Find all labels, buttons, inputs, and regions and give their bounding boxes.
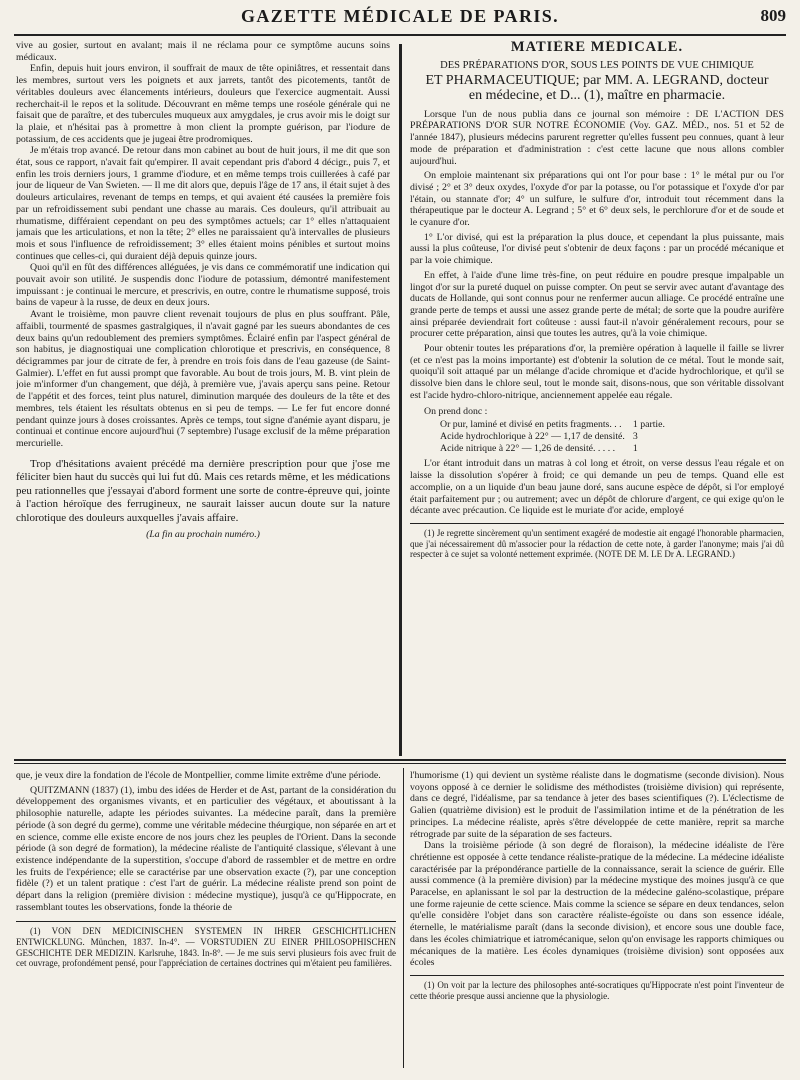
header-rule <box>14 34 786 36</box>
recipe-intro: On prend donc : <box>424 405 488 417</box>
right-column <box>410 40 784 756</box>
journal-title: GAZETTE MÉDICALE DE PARIS. <box>240 6 560 26</box>
paragraph: L'or étant introduit dans un matras à col long et étroit, on verse dessus l'eau régale et on laisse la dissolution s'opérer à froid; ce qui demande un peu de temps. Quand elle est accomplie, on a un liquide d'un beau jaune doré, sans aucune espèce de dépôt, si l'or employé était parfaitement pur ; ou autrement; avec un dépôt de chlorure d'argent, ce qui exige qu'on le décante avec précaution. Ce liquide est le muriate d'or acide, employé <box>410 458 784 517</box>
paragraph: En effet, à l'aide d'une lime très-fine, on peut réduire en poudre presque impalpable un lingot d'or sur la pureté duquel on puisse compter. On peut se servir avec autant d'avantage des ducats de Hollande, qui sont connus pour ne renfermer aucun alliage. Ce procédé entraîne une grande perte de temps et aussi une assez grande perte de métal; de sorte que la poudre aurifère ainsi préparée deviendrait fort coûteuse : aussi faut-il n'avoir généralement recours, pour se procurer cette préparation, ainsi que toutes les autres, qu'à la voie chimique. <box>410 269 784 340</box>
paragraph: l'humorisme (1) qui devient un système réaliste dans le dogmatisme (seconde division). Nous voyons opposé à ce dernier le solidisme des méthodistes (troisième division) qui représente, dans ce degré, l'idéalisme, par sa tendance à jeter des bases scientifiques (?). L'éclectisme de Galien (quatrième division) est le produit de l'assimilation intime et de la pénétration de les principes. La médecine réaliste, après s'être développée de cette manière, reprit sa marche rétrograde par suite de la séparation de ses facteurs. <box>410 770 784 840</box>
running-header <box>14 4 786 30</box>
paragraph: Je m'étais trop avancé. De retour dans mon cabinet au bout de huit jours, il me dit que son état, sous ce rapport, n'avait fait qu'empirer. Il avait cependant pris d'abord 4 décigr., puis 7, et enfin les trois derniers jours, 1 gramme d'iodure, et en même temps trois cuillerées à café par jour de liqueur de Van Swieten. — Il me dit alors que, depuis l'âge de 17 ans, il était sujet à des douleurs articulaires, revenant de temps en temps, et qui avaient été causées la première fois par un refroidissement subi pendant une chasse au marais. Ces douleurs, qu'il attribuait au rhumatisme, différaient cependant on peu des symptômes actuels; car 1° elles n'attaquaient jamais que les articulations, et non la tête; 2° elles ne paraissaient qu'à intervalles de plusieurs mois et sous l'influence de refroidissement; 3° elles étaient moins pénibles et surtout moins continues que celles-ci, qui duraient déjà depuis quinze jours. <box>16 145 390 262</box>
footnote-rule <box>16 921 396 922</box>
footnote-rule <box>410 975 784 976</box>
page-number: 809 <box>760 6 786 25</box>
recipe-item: Or pur, laminé et divisé en petits fragments. . . <box>440 419 622 431</box>
recipe-qty: 1 partie. <box>632 419 665 431</box>
paragraph: On emploie maintenant six préparations qui ont l'or pour base : 1° le métal pur ou l'or divisé ; 2° et 3° deux oxydes, l'oxyde d'or par la potasse, ou l'or potassique et l'oxyde d'or par l'étain, ou stannate d'or; 4° un sulfure, le sulfure d'or, introduit tout récemment dans la thérapeutique par le docteur A. Legrand ; 5° et 6° deux sels, le perchlorure d'or et de soude et le cyanure d'or. <box>410 170 784 229</box>
paragraph: vive au gosier, surtout en avalant; mais il ne réclama pour ce symptôme aucuns soins médicaux. <box>16 40 390 63</box>
column-rule-bottom <box>403 768 404 1068</box>
article-subtitle <box>410 58 784 103</box>
left-column <box>16 40 390 752</box>
recipe-table <box>436 419 669 454</box>
paragraph: Enfin, depuis huit jours environ, il souffrait de maux de tête opiniâtres, et ressentait dans les membres, surtout vers les poignets et aux jarrets, tantôt des picotements, tantôt de véritables douleurs avec élancements intérieurs, douleurs que l'exercice augmentait. Aussi recherchait-il le repos et la solitude. Découvrant en même temps une roséole générale qui ne faisait que de paraître, et des tubercules muqueux aux amygdales, je crus avoir mis le doigt sur la plaie, et n'hésitai pas à promettre à mon client la prompte guérison, par l'iodure de potassium, de ces accidents que je jugeai être prodromiques. <box>16 63 390 145</box>
subtitle-line: DES PRÉPARATIONS D'OR, SOUS LES POINTS DE VUE CHIMIQUE <box>440 59 754 71</box>
bottom-left-column <box>16 770 396 1070</box>
table-row <box>436 443 669 455</box>
footnote: (1) On voit par la lecture des philosophes anté-socratiques qu'Hippocrate n'est point l'inventeur de cette théorie presque aussi ancienne que la physiologie. <box>410 979 784 1001</box>
paragraph: Trop d'hésitations avaient précédé ma dernière prescription pour que j'ose me féliciter bien haut du succès qui lui fut dû. Mais ces retards même, et les médications peu rationnelles que j'essayai d'abord forment une sorte de contre-épreuve qui, jointe à l'action héroïque des ferrugineux, ne saurait laisser aucun doute sur la nature chlorotique des douleurs auxquelles j'avais affaire. <box>16 457 390 524</box>
footnote: (1) Je regrette sincèrement qu'un sentiment exagéré de modestie ait engagé l'honorable pharmacien, que j'ai nécessairement dû m'associer pour la rédaction de cette note, à garder l'anonyme; mais j'ai dû respecter à ce sujet sa volonté nettement exprimée. (NOTE DE M. LE Dr A. LEGRAND.) <box>410 527 784 560</box>
paragraph: QUITZMANN (1837) (1), imbu des idées de Herder et de Ast, partant de la considération du développement des organismes vivants, et en particulier des végétaux, et aboutissant à la philosophie naturelle, adapte les périodes suivantes. La médecine paraît, dans la première période (à son degré du germe), comme une véritable médecine théurgique, non séparée en art et en science, comme elle existe encore de nos jours chez les peuples de l'Orient. Dans la seconde période (à son degré de formation), la médecine réaliste de l'antiquité classique, s'élevant à une existence indépendante de la superstition, s'occupe d'abord de rassembler et de mettre en ordre les fruits de l'expérience; elle se caractérise par une observation exacte (?), par une conception fidèle (?) et un talent pratique : c'est l'art de guérir. La médecine réaliste prend son point de départ dans la religion (première division : médecine mystique), jusqu'à ce qu'Hippocrate, en rassemblant toutes les observations, fonde la théorie de <box>16 784 396 913</box>
table-row <box>436 419 669 431</box>
table-row <box>436 431 669 443</box>
continuation-note: (La fin au prochain numéro.) <box>146 529 260 541</box>
paragraph: Avant le troisième, mon pauvre client revenait toujours de plus en plus souffrant. Pâle, affaibli, tourmenté de spasmes gastralgiques, il n'avait gagné par les sueurs abondantes de ces deux bains qu'un redoublement des premiers symptômes. Éclairé enfin par l'aspect général de son habitus, je diagnostiquai une complication chlorotique et prescrivis, en conséquence, 8 décigrammes par jour de citrate de fer, à prendre en trois fois dans de l'eau gazeuse (de Saint-Galmier). L'effet en fut aussi prompt que favorable. Au bout de trois jours, M. B. vint plein de joie m'informer d'un changement, que déjà, à première vue, j'avais aperçu sans peine. Retour de l'appétit et des forces, teint plus naturel, diminution marquée des douleurs de la tête et des membres, tels étaient les résultats obtenus en si peu de temps. — Le fer fut encore donné pendant quinze jours à doses croissantes. Après ce temps, tout signe d'anémie ayant disparu, je continuai et continue encore aujourd'hui (7 septembre) l'usage exclusif de la même préparation mercurielle. <box>16 309 390 449</box>
recipe-item: Acide nitrique à 22° — 1,26 de densité. . . . . <box>440 442 616 454</box>
recipe-qty: 3 <box>632 430 638 442</box>
bottom-right-column <box>410 770 784 1070</box>
recipe-item: Acide hydrochlorique à 22° — 1,17 de densité. <box>440 430 625 442</box>
column-rule-top <box>399 44 402 756</box>
block-separator-rule-2 <box>14 763 786 764</box>
subtitle-line: en médecine, et D... (1), maître en pharmacie. <box>468 87 726 103</box>
block-separator-rule <box>14 759 786 761</box>
paragraph: 1° L'or divisé, qui est la préparation la plus douce, et cependant la plus puissante, mais aussi la plus coûteuse, l'or divisé peut s'obtenir de deux façons : par un procédé mécanique et par la voie chimique. <box>410 231 784 267</box>
paragraph: Pour obtenir toutes les préparations d'or, la première opération à laquelle il faille se livrer (et ce n'est pas la moins importante) est d'obtenir la solution de ce métal. Tout le monde sait, quoiqu'il soit attaqué par un mélange d'acide chromique et d'acide hydrochlorique, et qu'il se dissolve bien dans le chlore seul, tout le monde sait, disons-nous, que son véritable dissolvant est l'acide hydro-chloro-nitrique, anciennement appelée eau régale. <box>410 343 784 401</box>
subtitle-line: ET PHARMACEUTIQUE; par MM. A. LEGRAND, docteur <box>425 72 769 88</box>
paragraph: Dans la troisième période (à son degré de floraison), la médecine idéaliste de l'ère chrétienne est opposée à cette tendance réaliste-pratique de la médecine. La médecine idéaliste caractérisée par la prépondérance partielle de la connaissance, serait la science de guérir. Elle aussi commence (à la première division) par la médecine mystique des moines jusqu'à ce que Paracelse, en aplanissant le sol par la destruction de la médecine galéno-scolastique, prépare une forme rajeunie de cette science. Mais comme la science se sépare en deux tendances, selon qu'elle considère l'objet dans son caractère réaliste-égoïste ou dans son essence idéale, éternelle, le matérialisme paraît (dans la seconde division), et encore sous une double face, dans les écoles chimiatrique et iatromécanique, selon qu'on envisage les rapports chimiques ou mécaniques de la matière. Les écoles dynamiques (troisième division) sont opposées aux écoles <box>410 840 784 969</box>
recipe-qty: 1 <box>632 442 638 454</box>
paragraph: Quoi qu'il en fût des différences alléguées, je vis dans ce commémoratif une indication qui pouvait avoir son utilité. Je suspendis donc l'iodure de potassium, démontré manifestement impuissant : je continuai le mercure, et prescrivis, en outre, contre le rhumatisme supposé, trois bains de vapeur à la russe, de deux en deux jours. <box>16 262 390 309</box>
paragraph: Lorsque l'un de nous publia dans ce journal son mémoire : DE L'ACTION DES PRÉPARATIONS D'OR SUR NOTRE ÉCONOMIE (Voy. GAZ. MÉD., nos. 51 et 52 de l'année 1847), plusieurs médecins parurent regretter qu'elles fussent peu connues, quant à leur mode de préparation et d'administration : c'est cette lacune que nous allons combler aujourd'hui. <box>410 108 784 167</box>
footnote: (1) VON DEN MEDICINISCHEN SYSTEMEN IN IHRER GESCHICHTLICHEN ENTWICKLUNG. München, 1837. In-4°. — VORSTUDIEN ZU EINER PHILOSOPHISCHEN GESCHICHTE DER MEDIZIN. Karlsruhe, 1843. In-8°. — Je me suis servi plusieurs fois avec fruit de cet ouvrage, profondément pensé, pour l'appréciation de certaines doctrines qui m'étaient peu familières. <box>16 926 396 969</box>
paragraph: que, je veux dire la fondation de l'école de Montpellier, comme limite extrême d'une période. <box>16 770 381 781</box>
footnote-rule <box>410 523 784 524</box>
section-title: MATIÈRE MÉDICALE. <box>510 40 684 55</box>
